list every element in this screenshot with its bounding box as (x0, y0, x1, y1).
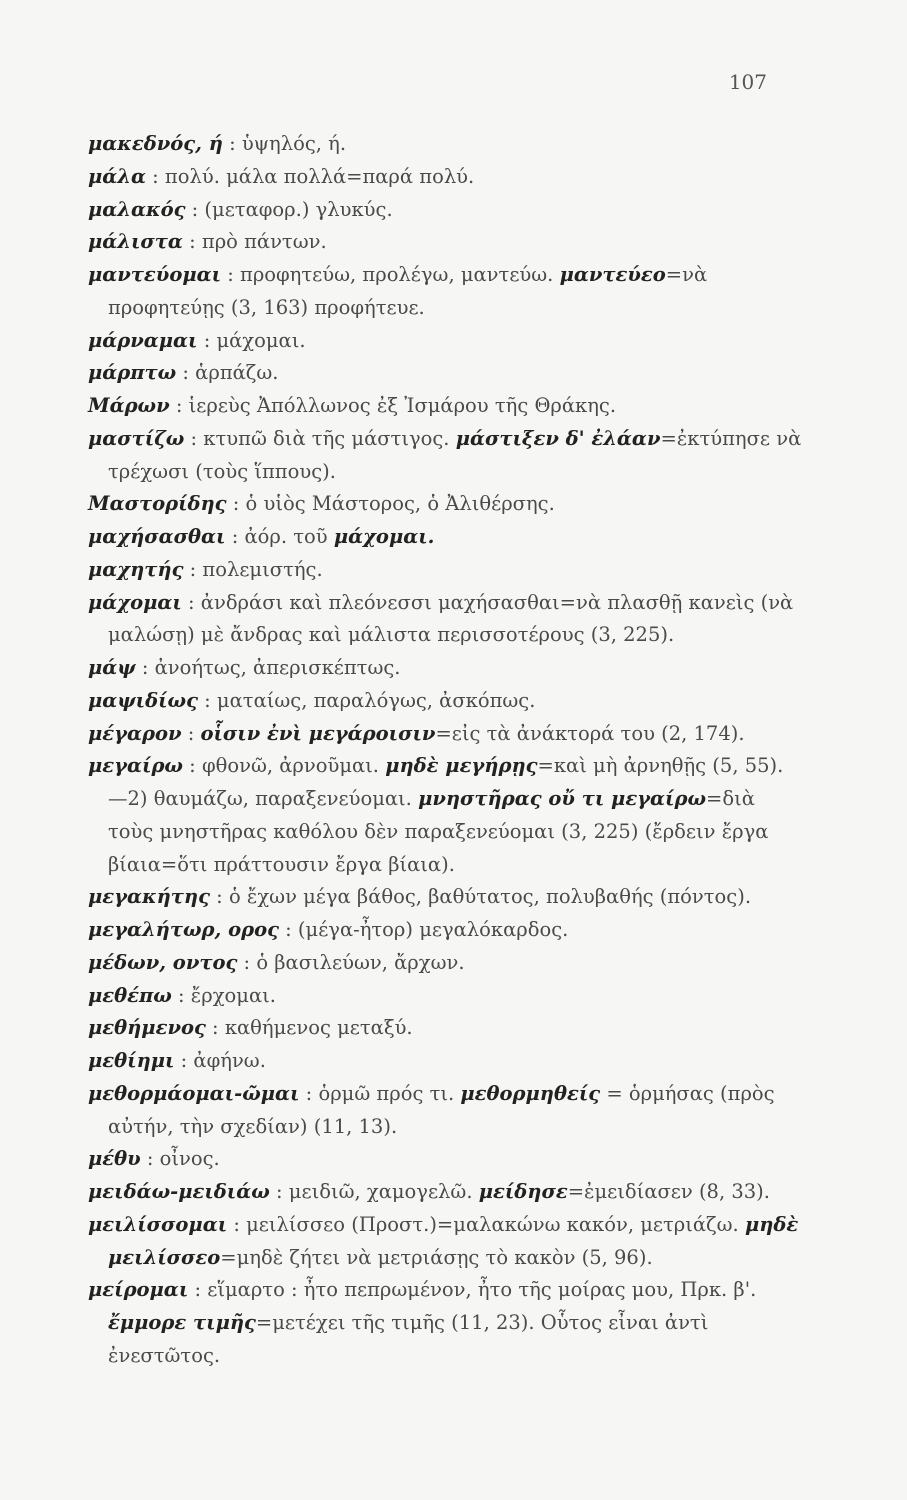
entry-definition: : ὁ υἱὸς Μάστορος, ὁ Ἀλιθέρσης. (226, 492, 555, 516)
entry-definition: : ἀφήνω. (174, 1049, 266, 1072)
entry-lemma: μεθορμάομαι-ῶμαι (88, 1081, 300, 1105)
entry-gloss: =διὰ τοὺς μνηστῆρας καθόλου δὲν παραξενεύομαι (3, 225) (ἔρδειν ἔργα βίαια=ὅτι πράττουσιν ἔργα βίαια). (108, 787, 769, 876)
glossary-entry (88, 390, 802, 423)
entry-lemma: μάλιστα (88, 230, 183, 254)
glossary-entry (88, 226, 802, 259)
entry-definition: : οἶνος. (140, 1147, 220, 1171)
entry-gloss: =καὶ μὴ ἀρνηθῇς (5, 55).—2) θαυμάζω, παραξενεύομαι. (108, 754, 784, 810)
entry-lemma: μεγαλήτωρ, ορος (88, 918, 279, 941)
glossary-entry (88, 194, 802, 227)
entry-example: μηδὲ μειλίσσεο (108, 1212, 799, 1269)
entry-definition: : (μέγα-ἦτορ) μεγαλόκαρδος. (278, 918, 569, 941)
entry-definition: : (μεταφορ.) γλυκύς. (185, 197, 393, 221)
glossary-entry (88, 1274, 802, 1372)
entry-definition: : προφητεύω, προλέγω, μαντεύω. (221, 263, 560, 286)
entry-definition: : ὁρμῶ πρός τι. (299, 1081, 461, 1105)
glossary-entry (88, 718, 802, 751)
entry-lemma: μαλακός (88, 197, 186, 221)
entry-lemma: μεγαίρω (88, 754, 183, 778)
glossary-entry (88, 423, 802, 489)
glossary-entry (88, 652, 802, 685)
entry-gloss: =νὰ προφητεύῃς (3, 163) προφήτευε. (108, 263, 708, 319)
glossary-entry (88, 1209, 802, 1275)
entry-lemma: μεθέπω (88, 983, 172, 1007)
glossary-entries (88, 128, 802, 1373)
entry-example: μεθορμηθείς (460, 1081, 601, 1105)
entry-gloss: =μετέχει τῆς τιμῆς (11, 23). Οὗτος εἶναι ἀντὶ ἐνεστῶτος. (108, 1311, 709, 1367)
glossary-entry (88, 587, 802, 653)
glossary-entry (88, 1176, 802, 1209)
glossary-entry (88, 357, 802, 390)
entry-lemma: μέγαρον (88, 721, 182, 745)
entry-definition: : μειδιῶ, χαμογελῶ. (269, 1180, 479, 1203)
entry-definition: : ἀνοήτως, ἀπερισκέπτως. (135, 656, 401, 679)
entry-example: μάχομαι. (333, 525, 435, 548)
entry-lemma: μάρπτω (88, 361, 177, 385)
entry-definition: : μειλίσσεο (Προστ.)=μαλακώνω κακόν, μετριάζω. (227, 1212, 745, 1236)
entry-gloss: = ὁρμήσας (πρὸς αὐτήν, τὴν σχεδίαν) (11, 13). (108, 1081, 775, 1138)
entry-lemma: μαχήσασθαι (88, 525, 226, 548)
entry-lemma: μέθυ (88, 1147, 141, 1171)
entry-definition: : ὁ ἔχων μέγα βάθος, βαθύτατος, πολυβαθής (πόντος). (209, 885, 752, 909)
entry-lemma: μεγακήτης (88, 885, 210, 909)
page-number: 107 (728, 70, 767, 94)
entry-lemma: Μάρων (88, 394, 170, 417)
entry-definition: : φθονῶ, ἀρνοῦμαι. (182, 754, 386, 778)
entry-lemma: μεθίημι (88, 1049, 175, 1072)
entry-definition: : ὁ βασιλεύων, ἄρχων. (237, 950, 465, 974)
glossary-entry (88, 947, 802, 980)
entry-lemma: μαψιδίως (88, 688, 198, 712)
entry-lemma: μάλα (88, 164, 146, 188)
entry-example: μνηστῆρας οὔ τι μεγαίρω (418, 787, 707, 810)
glossary-entry (88, 161, 802, 194)
entry-lemma: μακεδνός, ή (88, 132, 223, 155)
entry-lemma: μάχομαι (88, 590, 182, 614)
entry-definition: : (181, 721, 201, 745)
glossary-entry (88, 1078, 802, 1144)
glossary-entry (88, 980, 802, 1013)
entry-gloss: =μηδὲ ζήτει νὰ μετριάσῃς τὸ κακὸν (5, 96). (220, 1245, 653, 1269)
entry-lemma: μειλίσσομαι (88, 1212, 228, 1236)
entry-example: ἔμμορε τιμῆς (108, 1311, 256, 1334)
entry-definition: : ἔρχομαι. (171, 983, 276, 1007)
entry-lemma: μαχητής (88, 557, 184, 581)
entry-definition: : καθήμενος μεταξύ. (205, 1016, 413, 1040)
glossary-entry (88, 881, 802, 914)
entry-lemma: μειδάω-μειδιάω (88, 1180, 270, 1203)
entry-lemma: μάψ (88, 656, 136, 679)
entry-lemma: μέδων, οντος (88, 950, 238, 974)
glossary-entry (88, 488, 802, 521)
entry-definition: : ἀόρ. τοῦ (225, 525, 334, 548)
glossary-entry (88, 554, 802, 587)
entry-example: μαντεύεο (559, 263, 666, 286)
entry-definition: : πολεμιστής. (183, 557, 323, 581)
glossary-entry (88, 1012, 802, 1045)
entry-example: μάστιξεν δ' ἐλάαν (455, 426, 661, 450)
entry-definition: : μάχομαι. (197, 328, 306, 352)
entry-gloss: =εἰς τὰ ἀνάκτορά του (2, 174). (435, 721, 745, 745)
glossary-entry (88, 750, 802, 881)
entry-example: μηδὲ μεγήρῃς (385, 754, 538, 778)
glossary-entry (88, 521, 802, 554)
glossary-entry (88, 128, 802, 161)
entry-definition: : πρὸ πάντων. (182, 230, 327, 254)
entry-lemma: μαντεύομαι (88, 263, 222, 286)
entry-definition: : ἱερεὺς Ἀπόλλωνος ἐξ Ἰσμάρου τῆς Θράκης. (169, 394, 617, 417)
entry-gloss: =ἐκτύπησε νὰ τρέχωσι (τοὺς ἵππους). (108, 426, 802, 483)
entry-definition: : ὑψηλός, ή. (222, 132, 347, 155)
entry-definition: : ἁρπάζω. (176, 361, 279, 385)
glossary-entry (88, 325, 802, 358)
glossary-entry (88, 1045, 802, 1078)
entry-lemma: μείρομαι (88, 1278, 189, 1302)
entry-definition: : εἵμαρτο : ἦτο πεπρωμένον, ἦτο τῆς μοίρας μου, Πρκ. β'. (188, 1278, 757, 1302)
entry-definition: : πολύ. μάλα πολλά=παρά πολύ. (145, 164, 475, 188)
entry-gloss: =ἐμειδίασεν (8, 33). (567, 1180, 770, 1203)
glossary-entry (88, 259, 802, 325)
glossary-entry (88, 914, 802, 947)
entry-lemma: μάρναμαι (88, 328, 198, 352)
entry-example: μείδησε (478, 1180, 568, 1203)
entry-lemma: Μαστορίδης (88, 492, 227, 516)
entry-example: οἷσιν ἐνὶ μεγάροισιν (200, 721, 436, 745)
entry-lemma: μαστίζω (88, 426, 185, 450)
glossary-entry (88, 685, 802, 718)
entry-lemma: μεθήμενος (88, 1016, 206, 1040)
entry-definition: : ματαίως, παραλόγως, ἀσκόπως. (197, 688, 536, 712)
entry-definition: : ἀνδράσι καὶ πλεόνεσσι μαχήσασθαι=νὰ πλασθῇ κανεὶς (νὰ μαλώσῃ) μὲ ἄνδρας καὶ μάλιστα περισσοτέρους (3, 225). (108, 590, 794, 647)
entry-definition: : κτυπῶ διὰ τῆς μάστιγος. (184, 426, 456, 450)
glossary-entry (88, 1143, 802, 1176)
